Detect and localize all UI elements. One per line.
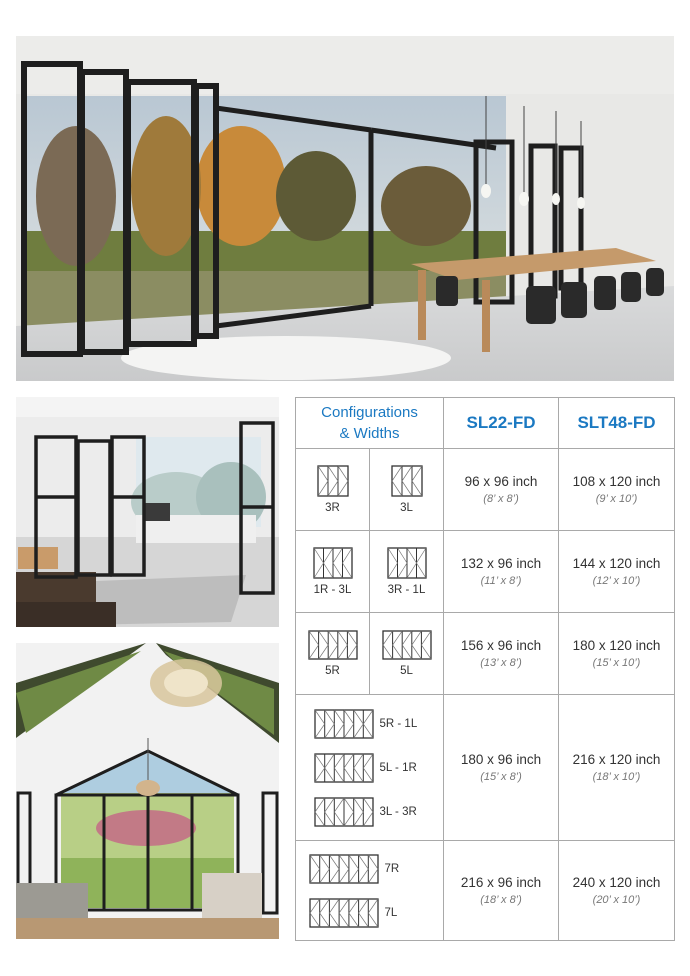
size-feet: (20’ x 10’)	[592, 894, 641, 906]
configurations-header	[296, 398, 444, 449]
door-5-panel-icon	[382, 630, 432, 660]
config-label: 3L - 3R	[379, 805, 417, 818]
widths-title: & Widths	[339, 425, 400, 442]
size-inch: 132 x 96 inch	[460, 556, 542, 571]
sl22-size-cell	[444, 613, 559, 695]
size-feet: (18’ x 10’)	[592, 771, 641, 783]
slt48-size-cell	[559, 531, 675, 613]
table-row	[296, 449, 675, 531]
door-3-panel-icon	[317, 465, 349, 497]
config-option	[296, 847, 443, 891]
sl22-size-cell	[444, 695, 559, 841]
hero-photo-dining-room	[16, 36, 674, 381]
config-cell	[296, 695, 444, 841]
config-cell	[370, 531, 444, 613]
config-label: 7L	[384, 906, 398, 919]
config-label: 3R	[325, 502, 340, 514]
size-feet: (8’ x 8’)	[483, 493, 519, 505]
sl22-size-cell	[444, 449, 559, 531]
config-cell	[370, 449, 444, 531]
size-feet: (12’ x 10’)	[592, 575, 641, 587]
door-6-panel-icon	[314, 709, 374, 739]
door-6-panel-icon	[314, 753, 374, 783]
table-row	[296, 531, 675, 613]
door-7-panel-icon	[309, 854, 379, 884]
config-cell	[296, 449, 370, 531]
config-cell	[370, 613, 444, 695]
table-row	[296, 695, 675, 841]
config-option	[296, 746, 443, 790]
config-label: 5R	[325, 665, 340, 677]
config-label: 3R - 1L	[387, 584, 426, 596]
config-option	[296, 790, 443, 834]
slt48-size-cell	[559, 695, 675, 841]
size-feet: (18’ x 8’)	[480, 894, 522, 906]
configurations-table	[295, 397, 675, 941]
table-row	[296, 841, 675, 941]
size-inch: 240 x 120 inch	[572, 875, 661, 890]
sl22-size-cell	[444, 841, 559, 941]
config-label: 5L - 1R	[379, 761, 417, 774]
size-inch: 96 x 96 inch	[464, 474, 538, 489]
size-feet: (15’ x 10’)	[592, 657, 641, 669]
config-option	[296, 702, 443, 746]
config-cell	[296, 613, 370, 695]
living-room-photo	[16, 397, 279, 627]
door-5-panel-icon	[308, 630, 358, 660]
size-inch: 216 x 120 inch	[572, 752, 661, 767]
config-label: 3L	[400, 502, 413, 514]
model-header-sl22: SL22-FD	[444, 398, 559, 449]
table-header-row	[296, 398, 675, 449]
size-inch: 216 x 96 inch	[460, 875, 542, 890]
size-inch: 108 x 120 inch	[572, 474, 661, 489]
configurations-title: Configurations	[321, 404, 418, 421]
slt48-size-cell	[559, 613, 675, 695]
gable-sunroom-photo	[16, 643, 279, 939]
door-4-panel-icon	[387, 547, 427, 579]
size-feet: (13’ x 8’)	[480, 657, 522, 669]
door-4-panel-icon	[313, 547, 353, 579]
door-7-panel-icon	[309, 898, 379, 928]
config-label: 5L	[400, 665, 413, 677]
model-header-slt48: SLT48-FD	[559, 398, 675, 449]
size-feet: (9’ x 10’)	[595, 493, 638, 505]
config-option	[296, 891, 443, 935]
size-inch: 156 x 96 inch	[460, 638, 542, 653]
config-cell	[296, 841, 444, 941]
size-inch: 180 x 120 inch	[572, 638, 661, 653]
config-label: 7R	[384, 862, 400, 875]
slt48-size-cell	[559, 841, 675, 941]
size-inch: 144 x 120 inch	[572, 556, 661, 571]
config-cell	[296, 531, 370, 613]
size-inch: 180 x 96 inch	[460, 752, 542, 767]
config-label: 1R - 3L	[313, 584, 352, 596]
size-feet: (11’ x 8’)	[480, 575, 522, 587]
size-feet: (15’ x 8’)	[480, 771, 522, 783]
slt48-size-cell	[559, 449, 675, 531]
door-6-panel-icon	[314, 797, 374, 827]
sl22-size-cell	[444, 531, 559, 613]
config-label: 5R - 1L	[379, 717, 418, 730]
table-row	[296, 613, 675, 695]
door-3-panel-icon	[391, 465, 423, 497]
